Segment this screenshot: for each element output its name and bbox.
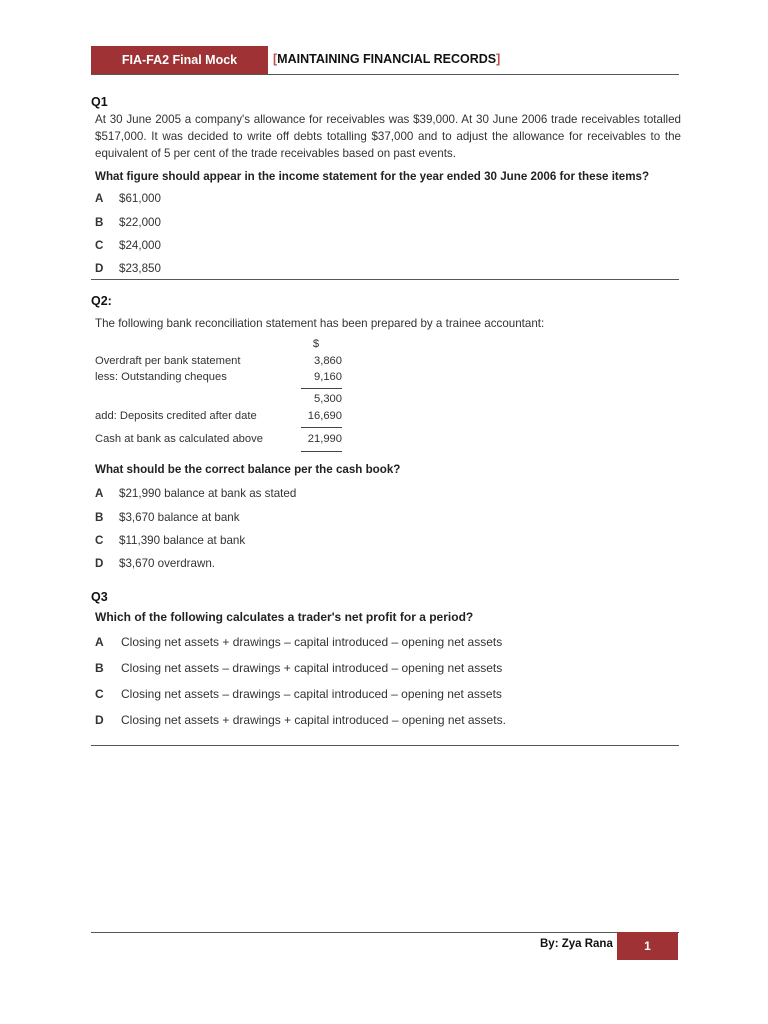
option-letter: D xyxy=(95,262,104,275)
option-letter: A xyxy=(95,192,104,205)
option-text: Closing net assets + drawings – capital introduced – opening net assets xyxy=(121,635,503,649)
q2-row-label: Overdraft per bank statement xyxy=(95,355,241,367)
footer-author: By: Zya Rana xyxy=(540,938,613,950)
q2-total-line xyxy=(301,427,342,428)
option-text: $24,000 xyxy=(119,239,161,252)
page-number: 1 xyxy=(644,939,651,953)
q3-stem: Which of the following calculates a trader's net profit for a period? xyxy=(95,610,474,624)
header-subject-text: MAINTAINING FINANCIAL RECORDS xyxy=(277,52,497,66)
option-letter: C xyxy=(95,534,104,547)
option-text: $11,390 balance at bank xyxy=(119,534,246,547)
q1-line-1: At 30 June 2005 a company's allowance for receivables was $39,000. At 30 June 2006 trade receivables totalled xyxy=(95,113,681,126)
q2-currency-header: $ xyxy=(312,338,320,350)
header-bracket-close: ] xyxy=(496,52,501,66)
option-letter: D xyxy=(95,713,104,727)
q1-line-2: $517,000. It was decided to write off debts totalling $37,000 and to adjust the allowance for receivables to the xyxy=(95,130,681,143)
option-text: Closing net assets – drawings + capital introduced – opening net assets xyxy=(121,661,503,675)
q2-subtotal-line xyxy=(301,388,342,389)
header-course-text: FIA-FA2 Final Mock xyxy=(121,53,238,67)
option-letter: A xyxy=(95,487,104,500)
q1-divider xyxy=(91,279,679,280)
q2-row-value: 5,300 xyxy=(314,393,342,405)
q3-label: Q3 xyxy=(91,590,108,604)
option-letter: B xyxy=(95,661,104,675)
q2-row-label: add: Deposits credited after date xyxy=(95,410,257,422)
option-letter: B xyxy=(95,216,104,229)
q2-label: Q2: xyxy=(91,294,112,308)
q2-row-label: Cash at bank as calculated above xyxy=(95,433,263,445)
header-rule xyxy=(91,74,679,75)
q2-row-value: 9,160 xyxy=(314,371,342,383)
footer-rule xyxy=(91,932,679,933)
q2-stem: What should be the correct balance per the cash book? xyxy=(95,463,401,476)
option-text: $23,850 xyxy=(119,262,161,275)
option-text: $61,000 xyxy=(119,192,161,205)
header-bracket-open: [ xyxy=(273,52,278,66)
option-letter: C xyxy=(95,687,104,701)
header-course-badge xyxy=(91,46,268,74)
option-letter: A xyxy=(95,635,104,649)
q2-row-value: 21,990 xyxy=(307,433,342,445)
q1-stem: What figure should appear in the income statement for the year ended 30 June 2006 for these items? xyxy=(95,170,650,183)
header-subject xyxy=(273,52,500,66)
option-text: $3,670 overdrawn. xyxy=(119,557,216,570)
option-text: Closing net assets – drawings – capital introduced – opening net assets xyxy=(121,687,502,701)
option-text: $22,000 xyxy=(119,216,161,229)
footer-page-badge xyxy=(617,932,678,960)
q1-line-3: equivalent of 5 per cent of the trade receivables based on past events. xyxy=(95,147,456,160)
q2-row-value: 16,690 xyxy=(307,410,342,422)
option-letter: B xyxy=(95,511,104,524)
q1-label: Q1 xyxy=(91,95,108,109)
option-text: $21,990 balance at bank as stated xyxy=(119,487,297,500)
option-letter: C xyxy=(95,239,104,252)
q2-total-underline xyxy=(301,451,342,452)
q2-row-value: 3,860 xyxy=(314,355,342,367)
option-text: $3,670 balance at bank xyxy=(119,511,240,524)
q2-intro: The following bank reconciliation statement has been prepared by a trainee accountant: xyxy=(95,317,545,330)
option-letter: D xyxy=(95,557,104,570)
q2-row-label: less: Outstanding cheques xyxy=(95,371,227,383)
q3-divider xyxy=(91,745,679,746)
option-text: Closing net assets + drawings + capital introduced – opening net assets. xyxy=(121,713,506,727)
